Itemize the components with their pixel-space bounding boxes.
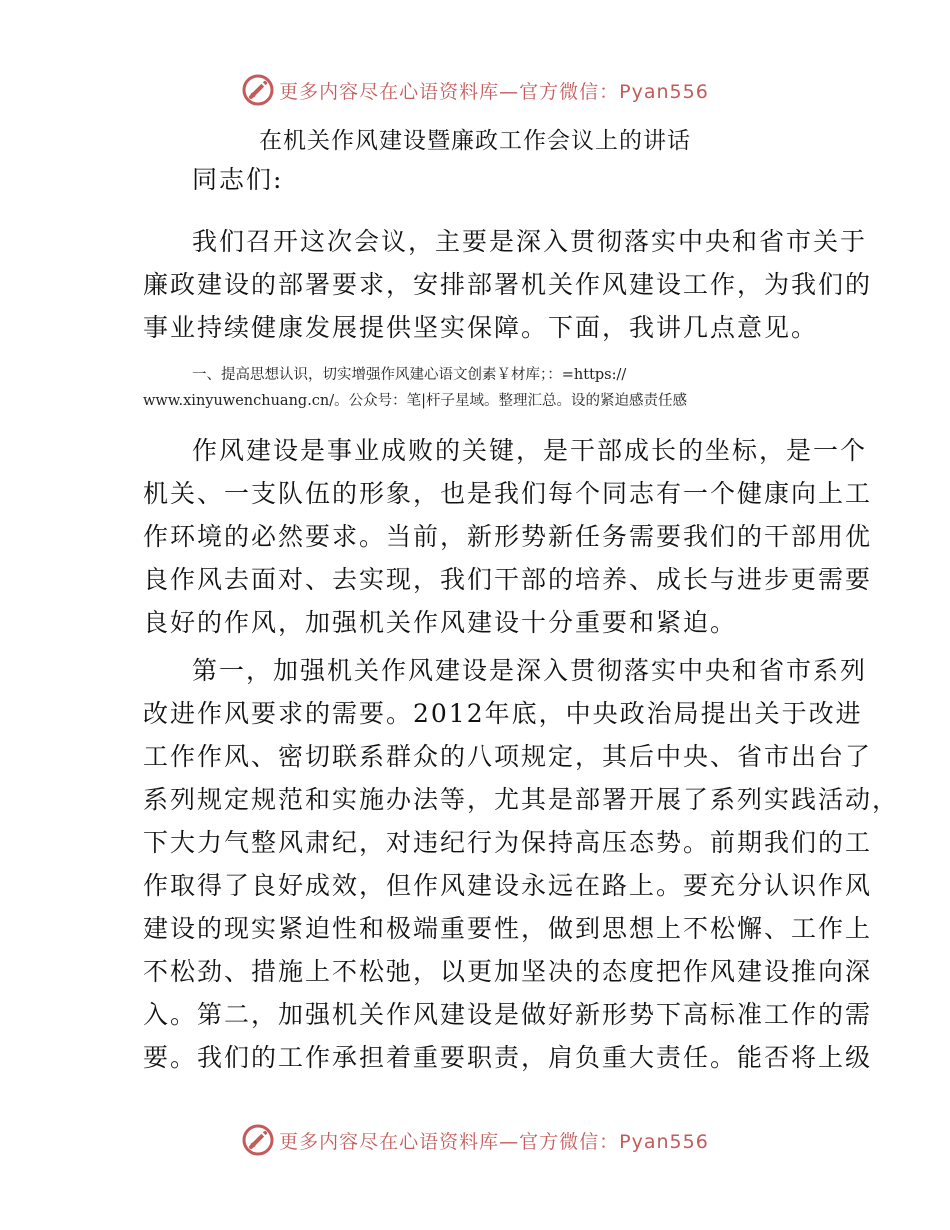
watermark-text: 更多内容尽在心语资料库—官方微信：Pyan556 [279, 1130, 709, 1153]
salutation: 同志们: [192, 165, 284, 194]
para3-line: 不松劲、措施上不松弛，以更加坚决的态度把作风建设推向深 [143, 957, 873, 986]
logo-icon [241, 1123, 275, 1157]
para3-line: 系列规定规范和实施办法等，尤其是部署开展了系列实践活动， [143, 785, 900, 814]
para2-line: 机关、一支队伍的形象，也是我们每个同志有一个健康向上工 [143, 479, 873, 508]
section-heading-line: 一、提高思想认识，切实增强作风建心语文创素￥材库；：=https:// [192, 367, 627, 383]
para3-line: 建设的现实紧迫性和极端重要性，做到思想上不松懈、工作上 [143, 914, 873, 943]
para3-line: 入。第二，加强机关作风建设是做好新形势下高标准工作的需 [143, 1000, 873, 1029]
para3-line: 工作作风、密切联系群众的八项规定，其后中央、省市出台了 [143, 742, 873, 771]
para3-line: 改进作风要求的需要。2012年底，中央政治局提出关于改进 [143, 699, 863, 728]
para3-line: 作取得了良好成效，但作风建设永远在路上。要充分认识作风 [143, 871, 873, 900]
watermark-text: 更多内容尽在心语资料库—官方微信：Pyan556 [279, 80, 709, 103]
watermark-banner-top [0, 70, 950, 110]
para3-line: 下大力气整风肃纪，对违纪行为保持高压态势。前期我们的工 [143, 828, 873, 857]
logo-icon [241, 73, 275, 107]
para1-line: 我们召开这次会议，主要是深入贯彻落实中央和省市关于 [192, 227, 868, 256]
para2-line: 作风建设是事业成败的关键，是干部成长的坐标，是一个 [192, 436, 868, 465]
para2-line: 作环境的必然要求。当前，新形势新任务需要我们的干部用优 [143, 522, 873, 551]
watermark-banner-bottom [0, 1120, 950, 1160]
para2-line: 良作风去面对、去实现，我们干部的培养、成长与进步更需要 [143, 565, 873, 594]
para1-line: 廉政建设的部署要求，安排部署机关作风建设工作，为我们的 [143, 270, 873, 299]
para3-line: 第一，加强机关作风建设是深入贯彻落实中央和省市系列 [192, 656, 868, 685]
para3-line: 要。我们的工作承担着重要职责，肩负重大责任。能否将上级 [143, 1043, 873, 1072]
document-title: 在机关作风建设暨廉政工作会议上的讲话 [259, 128, 691, 154]
section-heading-line: www.xinyuwenchuang.cn/。公众号：笔|杆子星域。整理汇总。设的紧迫感责任感 [143, 393, 688, 409]
para2-line: 良好的作风，加强机关作风建设十分重要和紧迫。 [143, 608, 738, 637]
para1-line: 事业持续健康发展提供坚实保障。下面，我讲几点意见。 [143, 313, 819, 342]
